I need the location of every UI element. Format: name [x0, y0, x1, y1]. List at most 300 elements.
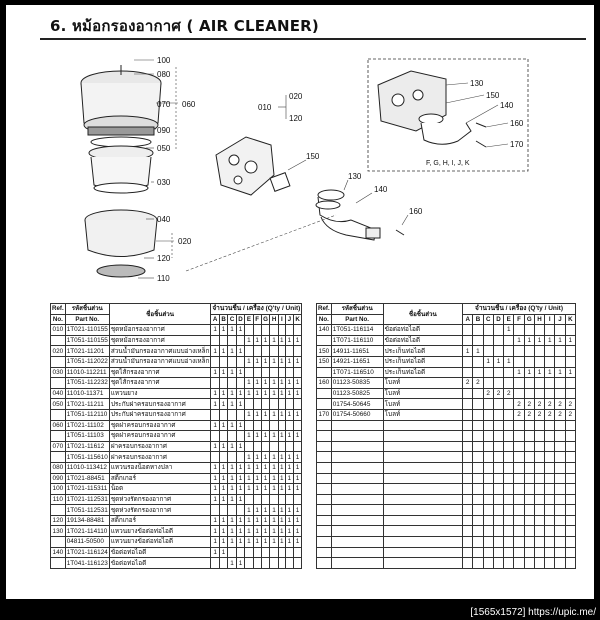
ref-cell: 080 [51, 462, 66, 473]
table-row [51, 409, 302, 420]
ref-cell [317, 420, 332, 431]
qty-cell [534, 558, 544, 569]
qty-cell: 1 [219, 388, 227, 399]
parts-table-left [50, 303, 302, 569]
part-name-cell: โบลท์ [383, 399, 462, 410]
callout-160: 160 [510, 119, 524, 128]
qty-cell [514, 378, 524, 389]
qty-cell [514, 494, 524, 505]
qty-cell [253, 325, 261, 336]
qty-cell: 1 [245, 378, 253, 389]
qty-cell: 1 [261, 388, 270, 399]
qty-cell [270, 441, 278, 452]
qty-cell [545, 547, 555, 558]
ref-cell: 170 [317, 409, 332, 420]
qty-cell [565, 473, 575, 484]
callout-170: 170 [510, 140, 524, 149]
qty-cell [504, 484, 514, 495]
qty-col-f-header: F [514, 314, 524, 325]
qty-cell [245, 346, 253, 357]
qty-cell: 1 [236, 515, 244, 526]
qty-cell [483, 526, 493, 537]
part-name-cell: ฝาครอบกรองอากาศ [109, 441, 211, 452]
col-name-header: ชื่อชิ้นส่วน [383, 304, 462, 325]
qty-cell [483, 494, 493, 505]
qty-cell [514, 462, 524, 473]
part-no-cell: 1T051-11103 [65, 431, 109, 442]
qty-cell [493, 335, 503, 346]
qty-cell [504, 346, 514, 357]
qty-cell [504, 494, 514, 505]
qty-cell: 1 [245, 537, 253, 548]
qty-cell [534, 420, 544, 431]
qty-cell [278, 441, 285, 452]
qty-cell [278, 494, 285, 505]
qty-cell [514, 388, 524, 399]
qty-cell [534, 356, 544, 367]
qty-cell [261, 558, 270, 569]
qty-cell: 1 [219, 346, 227, 357]
qty-cell: 1 [228, 526, 236, 537]
qty-cell [524, 537, 534, 548]
part-no-cell: 1T051-112232 [66, 379, 108, 387]
qty-cell [565, 378, 575, 389]
callout-140-mid: 140 [374, 185, 388, 194]
part-no-cell: 1T051-112022 [66, 358, 108, 366]
qty-cell [483, 505, 493, 516]
qty-cell: 1 [261, 505, 270, 516]
col-part-header: รหัสชิ้นส่วน [65, 304, 109, 315]
qty-cell: 2 [555, 399, 565, 410]
qty-cell [211, 378, 219, 389]
part-name-cell [383, 452, 462, 463]
part-name-cell: โบลท์ [383, 378, 462, 389]
qty-cell [473, 420, 483, 431]
qty-cell: 1 [524, 335, 534, 346]
qty-cell [514, 431, 524, 442]
qty-cell [504, 473, 514, 484]
qty-cell [236, 335, 244, 346]
qty-cell [514, 356, 524, 367]
qty-cell [483, 515, 493, 526]
part-no-cell: 1T051-110155 [66, 337, 108, 345]
qty-cell: 1 [565, 367, 575, 378]
qty-cell: 1 [219, 547, 227, 558]
qty-cell: 1 [261, 378, 270, 389]
table-row [51, 547, 302, 558]
qty-cell [514, 526, 524, 537]
part-no-cell [331, 452, 383, 463]
qty-col-c-header: C [229, 315, 235, 323]
qty-col-a-header: A [463, 314, 473, 325]
qty-cell [483, 346, 493, 357]
ref-cell [317, 505, 332, 516]
qty-cell [219, 452, 227, 463]
qty-col-g-header: G [263, 315, 268, 323]
qty-cell: 1 [463, 346, 473, 357]
qty-cell [473, 452, 483, 463]
table-row [51, 388, 302, 399]
part-name-cell: แหวนยาง [109, 388, 211, 399]
qty-cell [493, 346, 503, 357]
col-ref-header: Ref. [318, 305, 330, 313]
qty-cell [565, 526, 575, 537]
qty-cell [565, 346, 575, 357]
qty-cell [504, 558, 514, 569]
table-row [51, 325, 302, 336]
qty-cell [483, 537, 493, 548]
ref-cell [51, 537, 66, 548]
ref-cell [51, 505, 66, 516]
qty-cell [219, 558, 227, 569]
table-row [317, 431, 576, 442]
qty-cell: 2 [524, 409, 534, 420]
qty-cell: 1 [236, 325, 244, 336]
qty-cell: 1 [228, 420, 236, 431]
ref-cell [317, 484, 332, 495]
qty-cell: 1 [245, 356, 253, 367]
qty-cell [504, 462, 514, 473]
qty-cell [565, 462, 575, 473]
qty-cell [293, 558, 302, 569]
part-no-cell [331, 537, 383, 548]
part-no-cell [331, 473, 383, 484]
table-row [51, 431, 302, 442]
qty-cell: 1 [211, 537, 219, 548]
qty-cell [514, 484, 524, 495]
qty-cell [524, 325, 534, 336]
qty-cell [545, 388, 555, 399]
qty-cell: 1 [473, 346, 483, 357]
qty-cell [524, 515, 534, 526]
qty-cell [463, 547, 473, 558]
qty-cell: 1 [211, 420, 219, 431]
qty-cell [245, 325, 253, 336]
qty-cell [285, 494, 293, 505]
qty-cell: 1 [245, 505, 253, 516]
qty-cell [555, 452, 565, 463]
qty-cell [473, 441, 483, 452]
part-name-cell [383, 431, 462, 442]
qty-cell: 1 [253, 452, 261, 463]
qty-cell [473, 547, 483, 558]
qty-cell [555, 356, 565, 367]
qty-cell [504, 547, 514, 558]
qty-cell [483, 452, 493, 463]
qty-cell [463, 452, 473, 463]
table-row [317, 558, 576, 569]
qty-cell: 2 [555, 409, 565, 420]
qty-cell [245, 420, 253, 431]
qty-cell [524, 558, 534, 569]
qty-cell: 1 [514, 367, 524, 378]
qty-cell [545, 505, 555, 516]
qty-cell [545, 356, 555, 367]
qty-cell [483, 547, 493, 558]
part-name-cell [383, 494, 462, 505]
qty-cell: 1 [253, 378, 261, 389]
intake-elbow-illustration [316, 190, 404, 240]
qty-cell [293, 494, 302, 505]
qty-cell [493, 325, 503, 336]
qty-cell: 1 [228, 388, 236, 399]
exploded-diagram [6, 45, 594, 300]
qty-cell [473, 494, 483, 505]
qty-cell [211, 335, 219, 346]
inset-label: F, G, H, I, J, K [426, 160, 470, 167]
part-name-cell: ชุดห่วงรัดกรองอากาศ [109, 505, 211, 516]
part-no-cell: 1T021-112531 [66, 495, 108, 503]
qty-cell: 1 [228, 462, 236, 473]
qty-cell [219, 335, 227, 346]
qty-cell [545, 346, 555, 357]
qty-cell: 1 [285, 409, 293, 420]
table-row [51, 505, 302, 516]
ref-cell: 150 [317, 356, 332, 367]
qty-cell: 1 [253, 537, 261, 548]
qty-cell [236, 505, 244, 516]
qty-cell: 1 [293, 537, 302, 548]
qty-cell: 1 [565, 335, 575, 346]
qty-cell [245, 441, 253, 452]
part-name-cell [383, 505, 462, 516]
qty-cell [504, 526, 514, 537]
qty-col-h-header: H [534, 314, 544, 325]
qty-cell: 1 [236, 399, 244, 410]
part-no-cell: 1T021-115311 [66, 485, 108, 493]
ref-cell [317, 558, 332, 569]
qty-cell [555, 441, 565, 452]
qty-cell [463, 367, 473, 378]
part-name-cell: ส่วนน้ำมันกรองอากาศแบบอ่างเหล็ก [110, 347, 210, 355]
qty-cell [514, 558, 524, 569]
qty-cell [555, 537, 565, 548]
qty-cell [261, 367, 270, 378]
qty-cell [555, 346, 565, 357]
qty-col-k-header: K [293, 314, 302, 325]
qty-col-j-header: J [555, 314, 565, 325]
qty-cell: 1 [219, 537, 227, 548]
qty-cell: 1 [228, 537, 236, 548]
part-no-cell [331, 515, 383, 526]
part-no-cell [331, 484, 383, 495]
ref-cell [317, 441, 332, 452]
qty-cell: 1 [285, 335, 293, 346]
qty-cell [270, 547, 278, 558]
qty-cell [483, 367, 493, 378]
qty-cell [293, 325, 302, 336]
part-no-cell: 1T021-110155 [66, 326, 108, 334]
qty-cell: 1 [236, 473, 244, 484]
qty-cell [565, 505, 575, 516]
callout-160-mid: 160 [409, 207, 423, 216]
qty-cell: 1 [228, 325, 236, 336]
col-no-header: No. [317, 314, 332, 325]
ref-cell [51, 335, 66, 346]
qty-cell: 1 [236, 420, 244, 431]
qty-cell [473, 335, 483, 346]
part-no-cell [331, 494, 383, 505]
callout-mid-010: 010 [258, 103, 272, 112]
qty-cell [545, 515, 555, 526]
callout-040: 040 [157, 215, 171, 224]
qty-cell [473, 505, 483, 516]
part-no-cell: 01123-50825 [331, 388, 383, 399]
part-no-cell: 1T051-112531 [66, 506, 108, 514]
qty-cell [228, 335, 236, 346]
qty-cell: 1 [280, 506, 284, 514]
qty-cell [524, 356, 534, 367]
callout-060: 060 [182, 100, 196, 109]
qty-cell [253, 420, 261, 431]
qty-cell [493, 420, 503, 431]
table-row [51, 346, 302, 357]
qty-cell [545, 526, 555, 537]
qty-col-f-header: F [253, 314, 261, 325]
qty-col-a-header: A [212, 315, 218, 323]
qty-cell [245, 399, 253, 410]
qty-cell: 1 [236, 367, 244, 378]
ref-cell [317, 547, 332, 558]
qty-cell [555, 473, 565, 484]
qty-cell: 1 [228, 367, 236, 378]
qty-cell: 1 [261, 537, 270, 548]
qty-cell [565, 452, 575, 463]
qty-cell: 1 [270, 473, 278, 484]
qty-cell [463, 462, 473, 473]
ref-cell [317, 399, 332, 410]
qty-cell: 1 [261, 409, 270, 420]
qty-cell [270, 367, 278, 378]
qty-cell [524, 462, 534, 473]
callout-050: 050 [157, 144, 171, 153]
qty-col-d-header: D [238, 315, 243, 323]
table-row [317, 547, 576, 558]
qty-cell: 2 [514, 399, 524, 410]
qty-cell [278, 420, 285, 431]
table-row [51, 473, 302, 484]
table-row [317, 335, 576, 346]
table-row [51, 335, 302, 346]
qty-cell: 1 [270, 335, 278, 346]
qty-cell [245, 494, 253, 505]
part-no-cell: 1T021-116124 [66, 548, 108, 556]
page-title: 6. หม้อกรองอากาศ ( AIR CLEANER) [50, 17, 319, 35]
ref-cell: 050 [51, 399, 66, 410]
qty-cell [534, 378, 544, 389]
table-row [51, 462, 302, 473]
qty-cell: 1 [236, 537, 244, 548]
qty-cell: 2 [565, 409, 575, 420]
qty-col-h-header: H [271, 315, 277, 323]
qty-cell: 1 [236, 441, 244, 452]
col-part-header: รหัสชิ้นส่วน [331, 304, 383, 315]
qty-cell: 1 [280, 379, 284, 387]
qty-cell [493, 494, 503, 505]
image-size-watermark: [1565x1572] https://upic.me/ [470, 607, 596, 618]
qty-cell: 1 [228, 515, 236, 526]
qty-cell [565, 325, 575, 336]
ref-cell: 160 [317, 378, 332, 389]
qty-cell: 1 [245, 388, 253, 399]
qty-cell [463, 431, 473, 442]
table-row [317, 346, 576, 357]
qty-cell [285, 558, 293, 569]
qty-cell: 1 [293, 505, 302, 516]
qty-cell [493, 452, 503, 463]
qty-cell: 1 [285, 356, 293, 367]
qty-cell: 1 [280, 464, 284, 472]
qty-cell [514, 515, 524, 526]
table-row [317, 356, 576, 367]
qty-cell: 1 [228, 346, 236, 357]
part-no-cell: 1T021-11211 [65, 399, 109, 410]
qty-cell [236, 452, 244, 463]
ref-cell: 090 [51, 473, 66, 484]
ref-cell [317, 515, 332, 526]
qty-cell [483, 484, 493, 495]
ref-cell: 060 [51, 420, 66, 431]
ref-cell: 120 [51, 515, 66, 526]
qty-cell [545, 537, 555, 548]
qty-cell [565, 356, 575, 367]
qty-cell: 1 [293, 356, 302, 367]
qty-cell: 1 [245, 452, 253, 463]
qty-cell: 1 [211, 494, 219, 505]
qty-cell [293, 441, 302, 452]
ref-cell [317, 335, 332, 346]
qty-cell: 1 [293, 526, 302, 537]
part-no-cell: 1T051-115610 [66, 453, 108, 461]
qty-cell [293, 367, 302, 378]
qty-cell [524, 378, 534, 389]
ref-cell [51, 378, 66, 389]
ref-cell [317, 494, 332, 505]
ref-cell [317, 537, 332, 548]
qty-cell [555, 484, 565, 495]
ref-cell [317, 431, 332, 442]
qty-cell [514, 547, 524, 558]
qty-cell [483, 409, 493, 420]
part-name-cell: โบลท์ [383, 409, 462, 420]
qty-cell [253, 399, 261, 410]
qty-cell [228, 505, 236, 516]
title-rule [40, 38, 586, 40]
qty-cell [524, 431, 534, 442]
qty-cell [504, 431, 514, 442]
qty-cell [293, 346, 302, 357]
qty-cell [483, 335, 493, 346]
qty-cell [555, 325, 565, 336]
ref-cell [51, 356, 66, 367]
qty-cell [565, 431, 575, 442]
ref-cell [51, 409, 66, 420]
qty-cell [534, 484, 544, 495]
callout-090: 090 [157, 126, 171, 135]
qty-cell [473, 409, 483, 420]
qty-cell: 1 [270, 431, 278, 442]
ref-cell: 140 [317, 325, 332, 336]
qty-cell [493, 537, 503, 548]
qty-cell: 1 [545, 367, 555, 378]
qty-cell [545, 473, 555, 484]
part-name-cell: แหวนยางข้อต่อท่อไอดี [109, 526, 211, 537]
qty-cell [463, 494, 473, 505]
qty-cell [524, 505, 534, 516]
qty-cell [493, 515, 503, 526]
qty-cell: 1 [280, 474, 284, 482]
ref-cell: 030 [51, 367, 66, 378]
